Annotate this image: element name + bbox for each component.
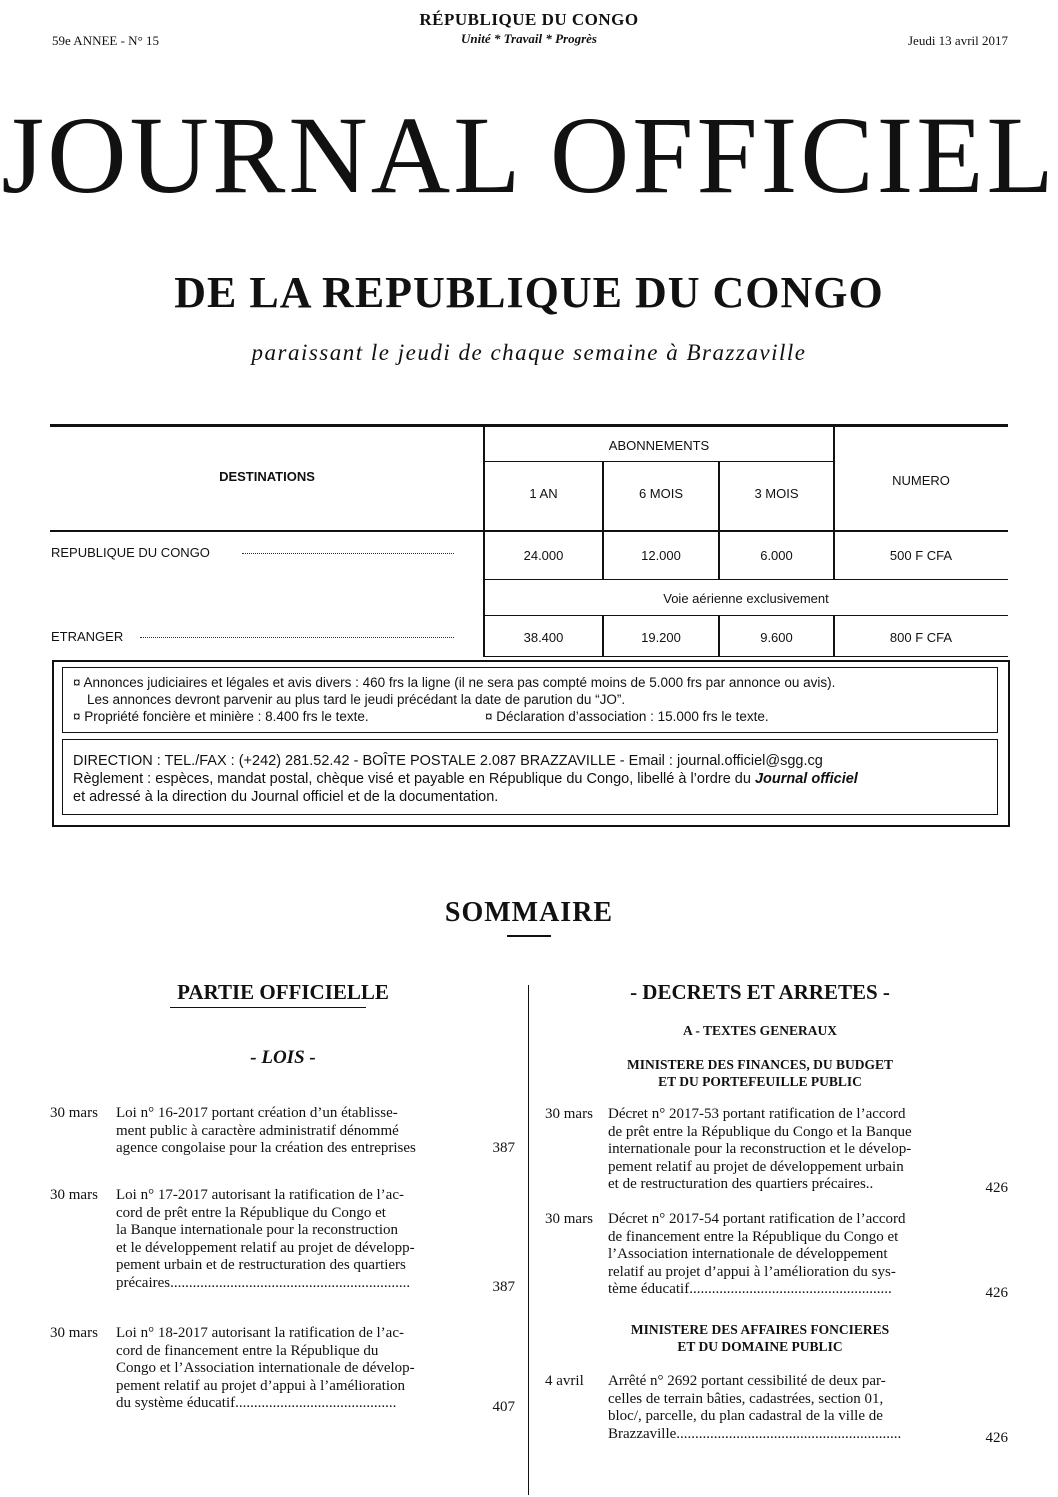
entry-line: cord de prêt entre la République du Congo et bbox=[116, 1204, 386, 1221]
entry-line: internationale pour la reconstruction et le dévelop- bbox=[608, 1141, 912, 1157]
airmail-note: Voie aérienne exclusivement bbox=[663, 591, 829, 606]
entry-line: Arrêté n° 2692 portant cessibilité de deux par- bbox=[608, 1373, 886, 1389]
toc-entry bbox=[545, 1373, 1008, 1447]
entry-line: pement urbain et de restructuration des quartiers bbox=[116, 1257, 406, 1273]
entry-title bbox=[608, 1106, 958, 1194]
numero-header: NUMERO bbox=[892, 473, 950, 488]
numero-price: 800 F CFA bbox=[889, 630, 953, 645]
entry-line: agence congolaise pour la création des entreprises bbox=[116, 1140, 416, 1156]
sommaire-heading: SOMMAIRE bbox=[444, 897, 614, 928]
issue-date: Jeudi 13 avril 2017 bbox=[907, 33, 1008, 48]
price-cell: 24.000 bbox=[523, 548, 564, 563]
toc-entry bbox=[50, 1105, 515, 1159]
entry-line: bloc/, parcelle, du plan cadastral de la ville de bbox=[608, 1408, 883, 1424]
ministry-line: MINISTERE DES FINANCES, DU BUDGET bbox=[627, 1057, 893, 1072]
entry-line: Décret n° 2017-54 portant ratification de l’accord bbox=[608, 1211, 906, 1227]
lois-heading: - LOIS - bbox=[250, 1047, 316, 1068]
notice-deadline: Les annonces devront parvenir au plus tard le jeudi précédant la date de parution du “JO”. bbox=[87, 692, 626, 707]
toc-entry bbox=[50, 1187, 515, 1297]
sommaire-underline bbox=[507, 935, 551, 937]
entry-line: relatif au projet d’appui à l’amélioration du sys- bbox=[608, 1263, 896, 1280]
price-cell: 38.400 bbox=[523, 630, 564, 645]
edition-number: 59e ANNEE - N° 15 bbox=[52, 33, 160, 48]
table-header-rule bbox=[50, 530, 1008, 532]
table-top-rule bbox=[50, 424, 1008, 427]
masthead-top bbox=[0, 10, 1058, 47]
entry-page: 426 bbox=[985, 1285, 1008, 1301]
entry-line: et de restructuration des quartiers précaires.. bbox=[608, 1176, 874, 1192]
notices-text bbox=[73, 674, 998, 725]
contact-text bbox=[73, 752, 998, 806]
ministry-line: ET DU DOMAINE PUBLIC bbox=[677, 1339, 843, 1354]
contact-address: et adressé à la direction du Journal officiel et de la documentation. bbox=[73, 789, 499, 805]
entry-line: précaires................................................................ bbox=[116, 1274, 411, 1291]
airmail-rule bbox=[484, 615, 1008, 616]
row1-rule bbox=[484, 579, 1008, 580]
entry-title bbox=[608, 1373, 958, 1443]
entry-page: 426 bbox=[985, 1180, 1008, 1196]
destinations-header: DESTINATIONS bbox=[219, 469, 315, 484]
national-motto: Unité * Travail * Progrès bbox=[460, 31, 597, 46]
entry-page: 387 bbox=[492, 1140, 515, 1156]
price-cell: 9.600 bbox=[760, 630, 793, 645]
entry-line: du système éducatif........................................... bbox=[116, 1395, 397, 1411]
abonnements-header: ABONNEMENTS bbox=[608, 438, 710, 453]
entry-line: tème éducatif...................................................... bbox=[608, 1281, 892, 1297]
entry-date: 30 mars bbox=[545, 1211, 593, 1227]
period-header: 1 AN bbox=[529, 486, 558, 501]
toc-entry bbox=[545, 1106, 1008, 1198]
entry-date: 30 mars bbox=[545, 1106, 593, 1122]
entry-line: la Banque internationale pour la reconstruction bbox=[116, 1222, 398, 1238]
ministry-heading bbox=[540, 1321, 980, 1355]
entry-line: Loi n° 17-2017 autorisant la ratification de l’ac- bbox=[116, 1187, 404, 1203]
destination-etranger: ETRANGER bbox=[51, 629, 124, 644]
entry-page: 407 bbox=[492, 1399, 515, 1415]
toc-entry bbox=[50, 1325, 515, 1417]
contact-reglement: Règlement : espèces, mandat postal, chèque visé et payable en République du Congo, libellé à l’ordre du Journal officiel bbox=[73, 771, 858, 787]
publication-tagline: paraissant le jeudi de chaque semaine à Brazzaville bbox=[251, 340, 807, 365]
entry-title bbox=[608, 1211, 958, 1299]
price-cell: 12.000 bbox=[641, 548, 681, 563]
country-name: RÉPUBLIQUE DU CONGO bbox=[419, 10, 639, 29]
column-divider bbox=[528, 985, 529, 1495]
entry-line: et le développement relatif au projet de développ- bbox=[116, 1239, 415, 1256]
entry-line: pement relatif au projet de développement urbain bbox=[608, 1158, 904, 1175]
entry-line: Loi n° 18-2017 autorisant la ratification de l’ac- bbox=[116, 1325, 404, 1341]
numero-price: 500 F CFA bbox=[889, 548, 953, 563]
period-header: 6 MOIS bbox=[638, 486, 684, 501]
leader-dots bbox=[242, 553, 454, 554]
entry-line: l’Association internationale de développement bbox=[608, 1246, 888, 1262]
entry-line: Brazzaville............................................................ bbox=[608, 1425, 902, 1442]
toc-entry bbox=[545, 1211, 1008, 1303]
entry-line: Décret n° 2017-53 portant ratification de l’accord bbox=[608, 1106, 906, 1122]
col-divider bbox=[483, 425, 485, 657]
entry-line: ment public à caractère administratif dénommé bbox=[116, 1122, 399, 1139]
partie-officielle-heading: PARTIE OFFICIELLE bbox=[177, 980, 389, 1004]
decrets-heading: - DECRETS ET ARRETES - bbox=[630, 980, 890, 1004]
contact-direction: DIRECTION : TEL./FAX : (+242) 281.52.42 - BOÎTE POSTALE 2.087 BRAZZAVILLE - Email : journal.officiel@sgg.cg bbox=[73, 753, 823, 769]
abonnements-rule bbox=[484, 461, 834, 462]
entry-page: 426 bbox=[985, 1430, 1008, 1446]
entry-line: cord de financement entre la République du bbox=[116, 1342, 379, 1359]
entry-line: Congo et l’Association internationale de dévelop- bbox=[116, 1360, 415, 1376]
entry-page: 387 bbox=[492, 1279, 515, 1295]
price-cell: 19.200 bbox=[641, 630, 681, 645]
entry-date: 30 mars bbox=[50, 1325, 98, 1341]
period-header: 3 MOIS bbox=[754, 486, 799, 501]
entry-line: Loi n° 16-2017 portant création d’un établisse- bbox=[116, 1105, 398, 1121]
entry-date: 30 mars bbox=[50, 1105, 98, 1121]
leader-dots bbox=[140, 637, 454, 638]
notice-association: ¤ Déclaration d’association : 15.000 frs le texte. bbox=[485, 709, 769, 724]
entry-title bbox=[116, 1325, 476, 1413]
ministry-line: MINISTERE DES AFFAIRES FONCIERES bbox=[630, 1322, 890, 1337]
entry-date: 4 avril bbox=[545, 1373, 584, 1389]
entry-line: celles de terrain bâties, cadastrées, section 01, bbox=[608, 1390, 884, 1407]
journal-name-emphasis: Journal officiel bbox=[754, 771, 858, 787]
notice-propriete: ¤ Propriété foncière et minière : 8.400 frs le texte. bbox=[73, 709, 369, 724]
entry-line: de prêt entre la République du Congo et la Banque bbox=[608, 1123, 912, 1140]
entry-date: 30 mars bbox=[50, 1187, 98, 1203]
entry-title bbox=[116, 1105, 476, 1158]
section-heading: A - TEXTES GENERAUX bbox=[683, 1023, 837, 1038]
entry-line: de financement entre la République du Congo et bbox=[608, 1228, 899, 1245]
destination-congo: REPUBLIQUE DU CONGO bbox=[51, 545, 210, 560]
ministry-heading bbox=[540, 1056, 980, 1090]
journal-subtitle: DE LA REPUBLIQUE DU CONGO bbox=[174, 268, 884, 317]
notice-annonces: ¤ Annonces judiciaires et légales et avis divers : 460 frs la ligne (il ne sera pas compté moins de 5.000 frs par annonce ou avis). bbox=[73, 675, 836, 690]
journal-title: JOURNAL OFFICIEL bbox=[1, 94, 1057, 216]
entry-title bbox=[116, 1187, 476, 1292]
heading-underline bbox=[170, 1007, 366, 1008]
ministry-line: ET DU PORTEFEUILLE PUBLIC bbox=[658, 1074, 862, 1089]
table-bottom-rule bbox=[484, 656, 1008, 657]
price-cell: 6.000 bbox=[760, 548, 793, 563]
entry-line: pement relatif au projet d’appui à l’amélioration bbox=[116, 1377, 406, 1394]
